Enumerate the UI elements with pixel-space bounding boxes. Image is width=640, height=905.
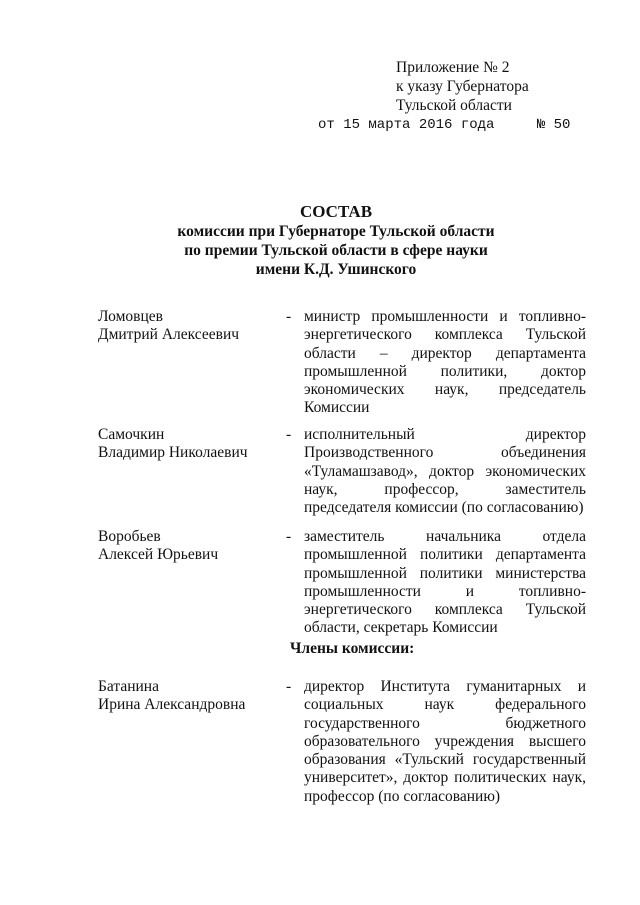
- member-given-name: Ирина Александровна: [98, 696, 246, 714]
- decree-date-line: [318, 117, 570, 133]
- member-given-name: Алексей Юрьевич: [98, 546, 219, 564]
- appendix-line-2: к указу Губернатора: [396, 78, 529, 95]
- member-dash: -: [286, 528, 292, 545]
- member-role: директор Института гуманитарных и социальных наук федерального государственного бюджетного образовательного учреждения высшего образования «Тульский государственный университет», доктор политических наук, профессор (по согласованию): [304, 678, 586, 805]
- title-line-3: имени К.Д. Ушинского: [255, 261, 417, 278]
- member-surname: Воробьев: [98, 528, 161, 545]
- member-role: министр промышленности и топливно-энергетического комплекса Тульской области – директор департамента промышленной политики, доктор экономических наук, председатель Комиссии: [304, 308, 586, 417]
- member-given-name: Владимир Николаевич: [98, 444, 248, 462]
- title-line-2: по премии Тульской области в сфере науки: [184, 242, 488, 259]
- member-name: [98, 308, 278, 345]
- member-role: исполнительный директор Производственного объединения «Туламашзавод», доктор экономических наук, профессор, заместитель председателя комиссии (по согласованию): [304, 426, 586, 517]
- member-name: [98, 426, 278, 463]
- member-dash: -: [286, 426, 292, 443]
- title-heading: СОСТАВ: [299, 202, 373, 221]
- member-surname: Ломовцев: [98, 308, 163, 325]
- appendix-line-3: Тульской области: [396, 97, 512, 114]
- appendix-block: [396, 58, 529, 115]
- member-given-name: Дмитрий Алексеевич: [98, 326, 240, 344]
- decree-number: № 50: [536, 117, 571, 133]
- member-dash: -: [286, 308, 292, 325]
- member-surname: Батанина: [98, 678, 159, 695]
- member-role: заместитель начальника отдела промышленной политики департамента промышленной политики министерства промышленности и топливно-энергетического комплекса Тульской области, секретарь Комиссии: [304, 528, 586, 637]
- member-name: [98, 528, 278, 565]
- appendix-line-1: Приложение № 2: [396, 59, 510, 76]
- title-line-1: комиссии при Губернаторе Тульской области: [177, 223, 495, 240]
- member-name: [98, 678, 278, 715]
- members-section-heading: Члены комиссии:: [290, 640, 415, 657]
- document-title: [0, 202, 640, 279]
- member-dash: -: [286, 678, 292, 695]
- member-surname: Самочкин: [98, 426, 165, 443]
- decree-date: от 15 марта 2016 года: [318, 117, 495, 133]
